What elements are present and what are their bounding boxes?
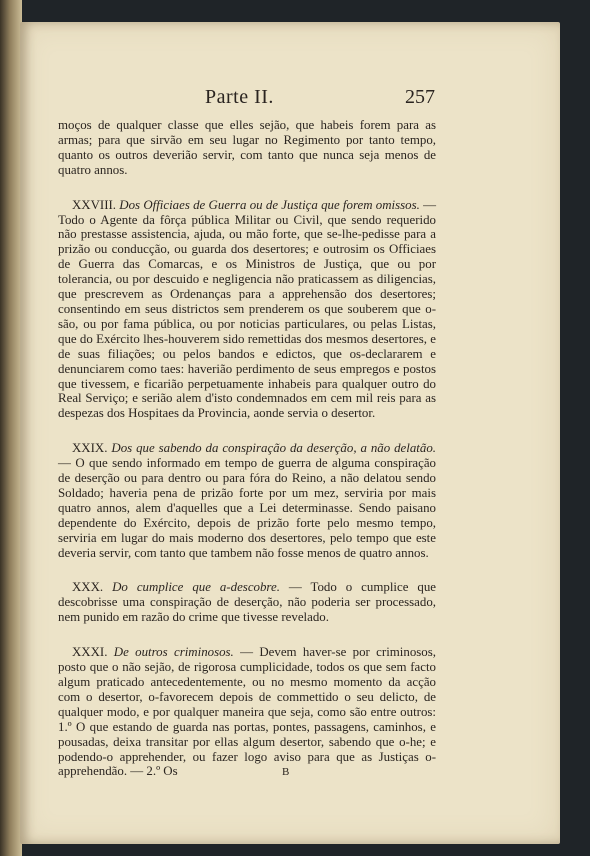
section-title: De outros criminosos. bbox=[113, 645, 234, 660]
section-title: Do cumplice que a-descobre. bbox=[112, 580, 280, 595]
book-page bbox=[20, 22, 560, 844]
section-title: Dos Officiaes de Guerra ou de Justiça que forem omissos. bbox=[119, 197, 420, 212]
section-number: XXVIII. bbox=[72, 197, 117, 212]
book-spine bbox=[0, 0, 22, 856]
page-header bbox=[20, 84, 560, 114]
signature-mark: B bbox=[282, 766, 290, 778]
section-title: Dos que sabendo da conspiração da deserção, a não delatão. bbox=[111, 441, 436, 456]
paragraph-text: moços de qualquer classe que elles sejão, que habeis forem para as armas; para que sirvão em seu lugar no Regimento por tanto tempo, quanto os outros deverião servir, com tanto que nunca seja menos de quatro annos. bbox=[58, 118, 436, 177]
section-text: — O que sendo informado em tempo de guerra de alguma conspiração de deserção ou para dentro ou para fóra do Reino, a não delatou sendo Soldado; haveria pena de prizão forte por um mez, serviria por mais quatro annos, alem d'aquelles que a Lei determinasse. Sendo paisano dependente do Exército, depois de prizão forte pelo mesmo tempo, serviria em lugar do mais moderno dos desertores, pelo tempo que este deveria servir, com tanto que tambem não fosse menos de quatro annos. bbox=[58, 456, 436, 560]
section-text: — Todo o Agente da fôrça pública Militar ou Civil, que sendo requerido não prestasse assistencia, ajuda, ou mão forte, que se-lhe-pedisse para a prizão ou conducção, ou guarda dos desertores; e outrosim os Officiaes de Guerra das Comarcas, e os Ministros de Justiça, que ou por tolerancia, ou por descuido e negligencia não praticassem as diligencias, que prescrevem as Ordenanças para a apprehensão dos desertores; consentindo em seus districtos sem prenderem os que souberem que o-são, ou por fama pública, ou por noticias particulares, ou pelas Listas, que do Exército lhes-houverem sido remettidas dos mesmos desertores, e de suas filiações; ou pelos bandos e edictos, que os-declararem e denunciarem como taes: haverião perdimento de seus empregos e postos que tivessem, e ficarião perpetuamente inhabeis para qualquer outro do Real Serviço; e serião alem d'isto condemnados em cem mil reis para as despezas dos Hospitaes da Provincia, aonde servia o desertor. bbox=[58, 197, 436, 421]
page-number: 257 bbox=[405, 86, 435, 108]
paragraph-continuation bbox=[58, 118, 436, 178]
body-text bbox=[58, 118, 436, 799]
running-title: Parte II. bbox=[205, 86, 274, 108]
section-number: XXXI. bbox=[72, 645, 108, 660]
section-number: XXX. bbox=[72, 580, 104, 595]
section-xxxi bbox=[58, 645, 436, 779]
section-xxviii bbox=[58, 198, 436, 422]
section-text: — Devem haver-se por criminosos, posto que o não sejão, de rigorosa cumplicidade, todos os que sem facto algum praticado antecedentemente, ou no mesmo momento da acção com o desertor, o-favorecem depois de commettido o seu delicto, de qualquer modo, e por qualquer maneira que seja, como são entre outros: 1.º O que estando de guarda nas portas, pontes, passagens, caminhos, e pousadas, deixa transitar por ellas algum desertor, sabendo que o-he; e podendo-o apprehender, ou fazer logo aviso para que as Justiças o-apprehendão. — 2.º Os bbox=[58, 645, 436, 779]
section-text: — Todo o cumplice que descobrisse uma conspiração de deserção, não poderia ser processado, nem punido em razão do crime que tivesse revelado. bbox=[58, 580, 436, 625]
section-xxx bbox=[58, 580, 436, 625]
section-number: XXIX. bbox=[72, 441, 108, 456]
section-xxix bbox=[58, 441, 436, 560]
